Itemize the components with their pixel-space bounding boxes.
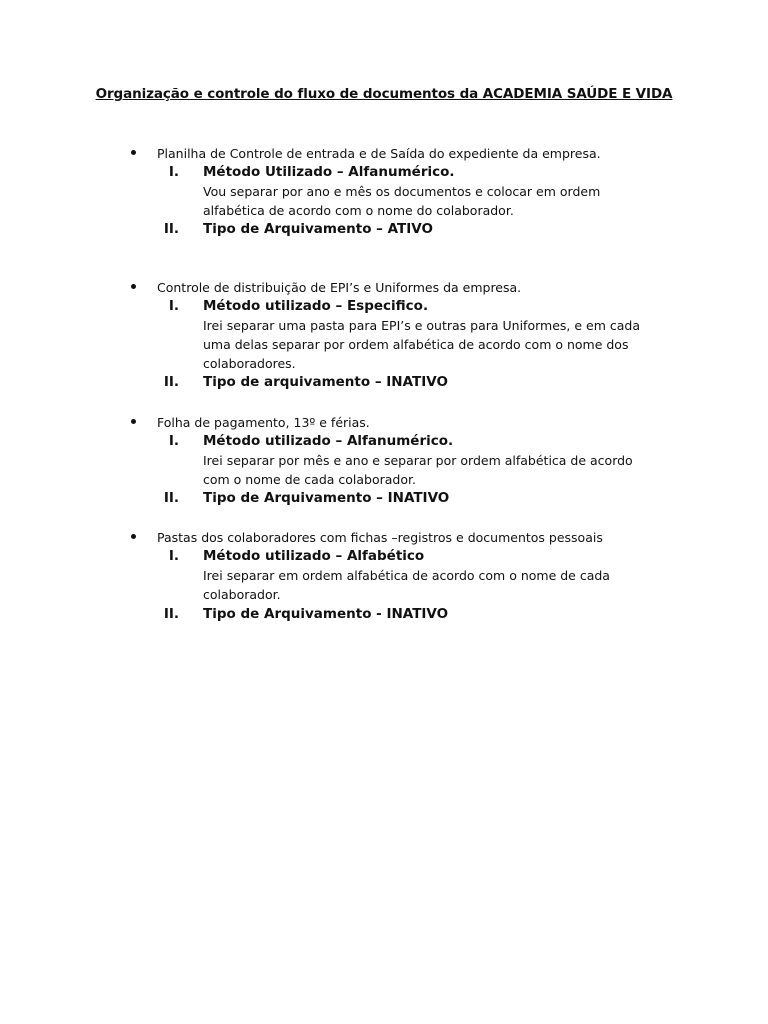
- bullet-text: Folha de pagamento, 13º e férias.: [157, 415, 370, 430]
- item-number: II.: [163, 221, 179, 237]
- bullet-icon: [131, 534, 136, 539]
- method-description: Vou separar por ano e mês os documentos e colocar em ordem alfabética de acordo com o nome do colaborador.: [203, 184, 601, 218]
- item-number: I.: [168, 164, 179, 180]
- method-heading: Método utilizado – Especifico.: [203, 298, 429, 314]
- document-title: Organização e controle do fluxo de documentos da ACADEMIA SAÚDE E VIDA: [95, 86, 673, 102]
- bullet-icon: [131, 284, 136, 289]
- item-number: I.: [168, 548, 179, 564]
- item-number: I.: [168, 433, 179, 449]
- archive-type-heading: Tipo de Arquivamento - INATIVO: [203, 606, 449, 622]
- archive-type-heading: Tipo de arquivamento – INATIVO: [203, 374, 448, 390]
- method-description: Irei separar em ordem alfabética de acordo com o nome de cada colaborador.: [203, 568, 610, 602]
- method-heading: Método Utilizado – Alfanumérico.: [203, 164, 455, 180]
- bullet-text: Pastas dos colaboradores com fichas –registros e documentos pessoais: [157, 530, 603, 545]
- item-number: II.: [163, 374, 179, 390]
- bullet-text: Controle de distribuição de EPI’s e Uniformes da empresa.: [157, 280, 522, 295]
- method-heading: Método utilizado – Alfabético: [203, 548, 425, 564]
- item-number: II.: [163, 606, 179, 622]
- archive-type-heading: Tipo de Arquivamento – ATIVO: [203, 221, 433, 237]
- bullet-icon: [131, 150, 136, 155]
- method-description: Irei separar por mês e ano e separar por ordem alfabética de acordo com o nome de cada colaborador.: [203, 453, 633, 487]
- item-number: II.: [163, 490, 179, 506]
- bullet-icon: [131, 419, 136, 424]
- item-number: I.: [168, 298, 179, 314]
- archive-type-heading: Tipo de Arquivamento – INATIVO: [203, 490, 450, 506]
- method-description: Irei separar uma pasta para EPI’s e outras para Uniformes, e em cada uma delas separar por ordem alfabética de acordo com o nome dos colaboradores.: [203, 318, 640, 371]
- bullet-text: Planilha de Controle de entrada e de Saída do expediente da empresa.: [157, 146, 601, 161]
- method-heading: Método utilizado – Alfanumérico.: [203, 433, 454, 449]
